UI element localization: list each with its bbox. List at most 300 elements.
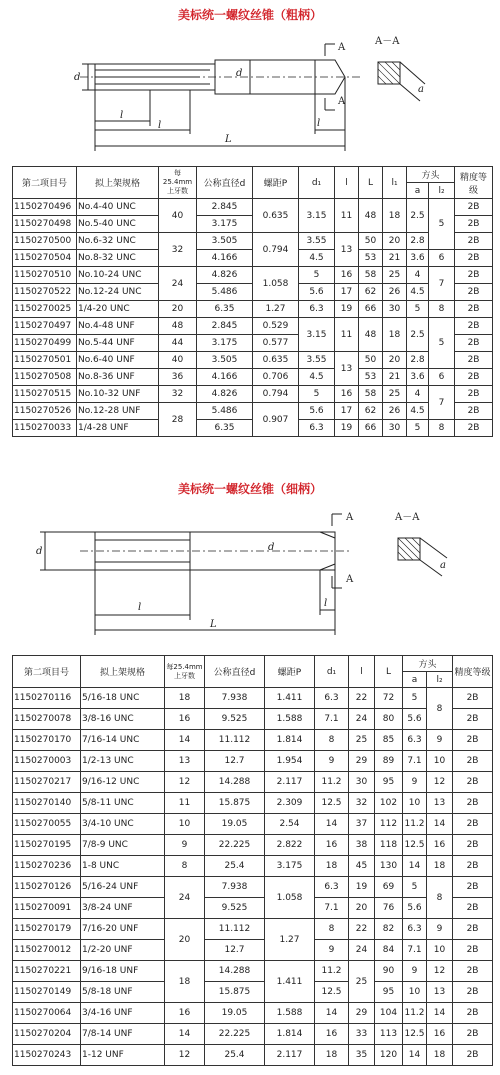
table-row (13, 940, 493, 961)
table-cell: 1.954 (265, 751, 315, 772)
table-cell: 10 (403, 982, 427, 1003)
table-cell: 19.05 (205, 814, 265, 835)
table-cell: 1150270526 (13, 403, 77, 420)
table-cell: 2B (455, 369, 493, 386)
table-cell: 40 (159, 199, 197, 233)
table-cell: 2.8 (407, 233, 429, 250)
svg-text:d: d (236, 68, 243, 79)
table-cell: 12 (427, 772, 453, 793)
table-row (13, 982, 493, 1003)
table-cell: 24 (159, 267, 197, 301)
table-cell: 4 (407, 267, 429, 284)
table-row (13, 1045, 493, 1066)
table-cell: 8 (427, 688, 453, 730)
svg-text:A: A (346, 574, 354, 585)
table-row (13, 835, 493, 856)
table-cell: 1150270140 (13, 793, 81, 814)
table-row (13, 856, 493, 877)
table-cell: 12.5 (315, 793, 349, 814)
table-cell: 1150270064 (13, 1003, 81, 1024)
header-d1: d₁ (299, 167, 335, 199)
table-cell: 2.5 (407, 199, 429, 233)
table-cell: 1.411 (265, 688, 315, 709)
table-cell: 11 (165, 793, 205, 814)
header-pitch: 螺距P (265, 656, 315, 688)
table-cell: 80 (375, 709, 403, 730)
table-cell: 4.826 (197, 386, 253, 403)
table-cell: 2B (453, 961, 493, 982)
svg-text:A: A (338, 42, 346, 53)
table-cell: 25 (383, 267, 407, 284)
table-cell: 2B (453, 835, 493, 856)
table-cell: 1150270522 (13, 284, 77, 301)
table-cell: 6.35 (197, 301, 253, 318)
table-cell: 14.288 (205, 961, 265, 982)
table-cell: 30 (383, 420, 407, 437)
svg-text:l: l (158, 120, 162, 131)
table-cell: 12.5 (315, 982, 349, 1003)
table-cell: 9 (403, 772, 427, 793)
header-a: a (407, 183, 429, 199)
table-cell: 1.588 (265, 1003, 315, 1024)
table-row (13, 301, 493, 318)
table-cell: 6.3 (299, 301, 335, 318)
table-cell: 22.225 (205, 835, 265, 856)
table-cell: No.6-40 UNF (77, 352, 159, 369)
table-cell: 3/8-24 UNF (81, 898, 165, 919)
table-cell: 14 (165, 1024, 205, 1045)
table-cell: 1150270501 (13, 352, 77, 369)
table-cell: 2B (453, 688, 493, 709)
table-cell: 7.938 (205, 877, 265, 898)
table-cell: 58 (359, 386, 383, 403)
table-cell: 12.7 (205, 751, 265, 772)
svg-text:A: A (346, 512, 354, 523)
table-cell: 3.175 (197, 216, 253, 233)
table-cell: 1150270116 (13, 688, 81, 709)
table-cell: 8 (315, 730, 349, 751)
svg-text:l: l (138, 602, 142, 613)
table-cell: 18 (383, 199, 407, 233)
table-cell: 48 (359, 318, 383, 352)
table-row (13, 814, 493, 835)
table-cell: 5.6 (299, 284, 335, 301)
table-cell: 1150270500 (13, 233, 77, 250)
fine-title: 美标统一螺纹丝锥（细柄） (177, 482, 322, 496)
table-cell: No.10-32 UNF (77, 386, 159, 403)
header-item-no: 第二项目号 (13, 656, 81, 688)
table-cell: 19 (349, 877, 375, 898)
table-cell: 1150270496 (13, 199, 77, 216)
table-cell: 2.845 (197, 318, 253, 335)
table-cell: 18 (383, 318, 407, 352)
table-cell: 29 (349, 751, 375, 772)
table-cell: 3/4-10 UNC (81, 814, 165, 835)
table-cell: No.6-32 UNC (77, 233, 159, 250)
table-cell: 40 (159, 352, 197, 369)
table-cell: 0.577 (253, 335, 299, 352)
table-cell: 2.54 (265, 814, 315, 835)
table-row (13, 369, 493, 386)
table-cell: 5.6 (403, 898, 427, 919)
table-cell: 32 (159, 233, 197, 267)
table-cell: 1/2-20 UNF (81, 940, 165, 961)
table-cell: 4.5 (299, 250, 335, 267)
header-l: l (349, 656, 375, 688)
table-cell: 9 (165, 835, 205, 856)
table-cell: 5 (407, 301, 429, 318)
table-cell: 5 (403, 877, 427, 898)
table-cell: 25.4 (205, 1045, 265, 1066)
table-cell: 4.5 (407, 403, 429, 420)
table-cell: 5/16-24 UNF (81, 877, 165, 898)
table-cell: 1150270508 (13, 369, 77, 386)
table-cell: 5.6 (403, 709, 427, 730)
table-cell: 2B (453, 751, 493, 772)
table-cell: 1150270033 (13, 420, 77, 437)
table-cell: 1.411 (265, 961, 315, 1003)
table-cell: 22 (349, 688, 375, 709)
table-cell: 5/8-11 UNC (81, 793, 165, 814)
table-cell: 2.845 (197, 199, 253, 216)
table-cell: 2B (453, 877, 493, 898)
table-cell: 53 (359, 369, 383, 386)
table-cell: 3.15 (299, 318, 335, 352)
table-cell: 9.525 (205, 709, 265, 730)
table-cell: 8 (429, 301, 455, 318)
table-cell: 1150270055 (13, 814, 81, 835)
table-cell: 20 (383, 233, 407, 250)
table-cell: 85 (375, 730, 403, 751)
table-cell: No.4-48 UNF (77, 318, 159, 335)
table-cell: 18 (315, 1045, 349, 1066)
table-cell: 11.2 (403, 814, 427, 835)
table-cell: 14 (315, 814, 349, 835)
table-cell: 25 (383, 386, 407, 403)
table-cell: 48 (159, 318, 197, 335)
table-cell: 1150270499 (13, 335, 77, 352)
table-cell: 2B (455, 301, 493, 318)
table-cell: 9 (427, 730, 453, 751)
table-cell: 3.6 (407, 250, 429, 267)
table-cell: 9/16-12 UNC (81, 772, 165, 793)
table-cell: 10 (427, 751, 453, 772)
svg-text:l: l (120, 110, 124, 121)
table-row (13, 730, 493, 751)
table-cell: 36 (159, 369, 197, 386)
table-cell: 19.05 (205, 1003, 265, 1024)
table-cell: 5 (407, 420, 429, 437)
table-cell: 25.4 (205, 856, 265, 877)
table-row (13, 709, 493, 730)
table-cell: 9 (427, 919, 453, 940)
table-cell: 90 (375, 961, 403, 982)
table-cell: 5 (299, 386, 335, 403)
table-cell: 26 (383, 284, 407, 301)
table-cell: 48 (359, 199, 383, 233)
header-l2: l₂ (427, 672, 453, 688)
header-l2: l₂ (429, 183, 455, 199)
table-cell: 32 (349, 793, 375, 814)
table-cell: 2B (453, 709, 493, 730)
table-cell: No.8-36 UNF (77, 369, 159, 386)
table-cell: 16 (427, 835, 453, 856)
table-cell: 2B (455, 284, 493, 301)
table-cell: 4.166 (197, 250, 253, 267)
table-cell: 62 (359, 403, 383, 420)
table-cell: 22.225 (205, 1024, 265, 1045)
table-cell: 13 (335, 233, 359, 267)
table-cell: 17 (335, 403, 359, 420)
table-cell: 1150270091 (13, 898, 81, 919)
table-cell: 18 (427, 1045, 453, 1066)
table-cell: 26 (383, 403, 407, 420)
table-cell: 5/8-18 UNF (81, 982, 165, 1003)
table-row (13, 919, 493, 940)
table-cell: 130 (375, 856, 403, 877)
table-cell: 17 (335, 284, 359, 301)
table-cell: 1/2-13 UNC (81, 751, 165, 772)
table-cell: 2B (453, 772, 493, 793)
table-cell: 1.27 (265, 919, 315, 961)
table-cell: 19 (335, 420, 359, 437)
table-cell: 53 (359, 250, 383, 267)
table-row (13, 233, 493, 250)
fine-spec-table (12, 655, 493, 1066)
table-cell: 11 (335, 199, 359, 233)
table-cell: 6.3 (403, 730, 427, 751)
table-cell: 13 (165, 751, 205, 772)
table-row (13, 386, 493, 403)
table-cell: 1150270504 (13, 250, 77, 267)
table-cell: 5.6 (299, 403, 335, 420)
table-cell: 1150270170 (13, 730, 81, 751)
table-cell: 2B (453, 898, 493, 919)
table-cell: 19 (335, 301, 359, 318)
table-cell: 14.288 (205, 772, 265, 793)
table-cell: No.4-40 UNC (77, 199, 159, 216)
table-cell: 1/4-28 UNF (77, 420, 159, 437)
table-cell: 1.058 (265, 877, 315, 919)
table-cell: 7 (429, 267, 455, 301)
header-d1: d₁ (315, 656, 349, 688)
table-cell: 1150270498 (13, 216, 77, 233)
table-cell: 33 (349, 1024, 375, 1045)
table-cell: 2B (453, 1024, 493, 1045)
table-cell: 3.6 (407, 369, 429, 386)
svg-text:L: L (210, 619, 217, 630)
table-cell: 7.1 (403, 940, 427, 961)
table-cell: 21 (383, 250, 407, 267)
table-row (13, 267, 493, 284)
table-cell: 1.588 (265, 709, 315, 730)
header-a: a (403, 672, 427, 688)
table-cell: 50 (359, 233, 383, 250)
table-cell: 11 (335, 318, 359, 352)
table-cell: 12 (165, 772, 205, 793)
table-cell: No.12-24 UNC (77, 284, 159, 301)
table-cell: 16 (165, 1003, 205, 1024)
table-cell: 16 (315, 1024, 349, 1045)
table-row (13, 793, 493, 814)
header-L: L (359, 167, 383, 199)
header-item-no: 第二项目号 (13, 167, 77, 199)
svg-text:d: d (36, 546, 43, 557)
table-cell: 9/16-18 UNF (81, 961, 165, 982)
table-row (13, 403, 493, 420)
table-cell: 1150270221 (13, 961, 81, 982)
table-cell: 24 (349, 709, 375, 730)
coarse-title: 美标统一螺纹丝锥（粗柄） (177, 8, 322, 22)
table-cell: 2B (453, 856, 493, 877)
table-row (13, 898, 493, 919)
table-cell: 1150270078 (13, 709, 81, 730)
table-cell: 6.3 (403, 919, 427, 940)
table-cell: 89 (375, 751, 403, 772)
table-cell: 2B (453, 940, 493, 961)
table-cell: 3.55 (299, 233, 335, 250)
table-cell: 10 (403, 793, 427, 814)
table-cell: 0.907 (253, 403, 299, 437)
table-cell: 0.706 (253, 369, 299, 386)
table-cell: 1150270126 (13, 877, 81, 898)
svg-text:d: d (74, 72, 81, 83)
table-cell: 2B (455, 267, 493, 284)
header-tpi: 每25.4mm上牙数 (165, 656, 205, 688)
table-cell: 12 (427, 961, 453, 982)
svg-text:A: A (338, 96, 346, 107)
table-cell: 2B (453, 919, 493, 940)
table-cell: 82 (375, 919, 403, 940)
header-L: L (375, 656, 403, 688)
table-cell: 2.5 (407, 318, 429, 352)
table-row (13, 318, 493, 335)
table-row (13, 352, 493, 369)
table-cell: 12.5 (403, 1024, 427, 1045)
table-cell: 12.7 (205, 940, 265, 961)
table-cell: 5.486 (197, 403, 253, 420)
table-cell: 5 (299, 267, 335, 284)
table-cell: 0.635 (253, 352, 299, 369)
table-cell: 11.112 (205, 919, 265, 940)
table-cell: 16 (315, 835, 349, 856)
table-cell: 3.175 (265, 856, 315, 877)
table-cell: 4.5 (299, 369, 335, 386)
table-cell: 3.505 (197, 352, 253, 369)
table-cell: 5.486 (197, 284, 253, 301)
table-cell: 2B (453, 1045, 493, 1066)
table-cell: 2B (455, 233, 493, 250)
table-cell: 30 (349, 772, 375, 793)
table-cell: 3/8-16 UNC (81, 709, 165, 730)
table-cell: 9.525 (205, 898, 265, 919)
table-cell: 3/4-16 UNF (81, 1003, 165, 1024)
table-cell: No.5-44 UNF (77, 335, 159, 352)
table-cell: 5 (429, 318, 455, 369)
table-cell: 11.2 (403, 1003, 427, 1024)
table-cell: 2B (453, 793, 493, 814)
table-cell: 1150270012 (13, 940, 81, 961)
table-cell: No.12-28 UNF (77, 403, 159, 420)
table-cell: 1.814 (265, 730, 315, 751)
table-cell: 5/16-18 UNC (81, 688, 165, 709)
svg-text:l: l (324, 598, 328, 609)
table-cell: 35 (349, 1045, 375, 1066)
table-cell: 29 (349, 1003, 375, 1024)
coarse-section-label: A－A (375, 36, 400, 47)
table-cell: 7.1 (315, 709, 349, 730)
table-cell: 2B (455, 199, 493, 216)
table-cell: 3.55 (299, 352, 335, 369)
table-cell: 45 (349, 856, 375, 877)
header-square: 方头 (403, 656, 453, 672)
table-cell: 13 (427, 793, 453, 814)
table-row (13, 199, 493, 216)
table-cell: 15.875 (205, 793, 265, 814)
table-cell: 44 (159, 335, 197, 352)
table-cell: 18 (165, 688, 205, 709)
table-cell: 1.27 (253, 301, 299, 318)
table-cell: 2B (453, 1003, 493, 1024)
table-cell: 16 (335, 386, 359, 403)
table-cell: 4.826 (197, 267, 253, 284)
table-cell: 1150270236 (13, 856, 81, 877)
svg-text:a: a (418, 84, 424, 95)
table-cell: 14 (315, 1003, 349, 1024)
table-cell: 25 (349, 730, 375, 751)
table-cell: 1-12 UNF (81, 1045, 165, 1066)
svg-text:d: d (268, 542, 275, 553)
table-cell: 6.3 (299, 420, 335, 437)
table-cell: 2B (455, 335, 493, 352)
fine-tap-drawing (0, 500, 500, 650)
table-cell: 4.5 (407, 284, 429, 301)
table-cell: 10 (165, 814, 205, 835)
table-cell: 2B (455, 318, 493, 335)
table-row (13, 961, 493, 982)
table-cell: 6 (429, 250, 455, 267)
table-cell: 3.15 (299, 199, 335, 233)
header-grade: 精度等级 (455, 167, 493, 199)
table-cell: 16 (427, 1024, 453, 1045)
table-cell: 14 (403, 1045, 427, 1066)
coarse-spec-table (12, 166, 493, 437)
table-cell: 37 (349, 814, 375, 835)
table-cell: 2B (453, 730, 493, 751)
table-cell: 118 (375, 835, 403, 856)
table-cell: 38 (349, 835, 375, 856)
table-cell: No.10-24 UNC (77, 267, 159, 284)
table-cell: 1150270515 (13, 386, 77, 403)
table-cell: 1150270217 (13, 772, 81, 793)
table-cell: 16 (165, 709, 205, 730)
table-cell: 11.2 (315, 961, 349, 982)
table-cell: 2.822 (265, 835, 315, 856)
table-cell: 13 (427, 982, 453, 1003)
table-cell: 104 (375, 1003, 403, 1024)
table-cell: 20 (383, 352, 407, 369)
table-cell: 14 (427, 1003, 453, 1024)
header-spec: 拟上架规格 (77, 167, 159, 199)
table-cell: 2B (453, 982, 493, 1003)
table-cell: 2.8 (407, 352, 429, 369)
table-cell: 12 (165, 1045, 205, 1066)
table-cell: 20 (159, 301, 197, 318)
header-l1: l₁ (383, 167, 407, 199)
header-nominal-dia: 公称直径d (197, 167, 253, 199)
table-cell: 25 (349, 961, 375, 1003)
table-cell: 66 (359, 301, 383, 318)
